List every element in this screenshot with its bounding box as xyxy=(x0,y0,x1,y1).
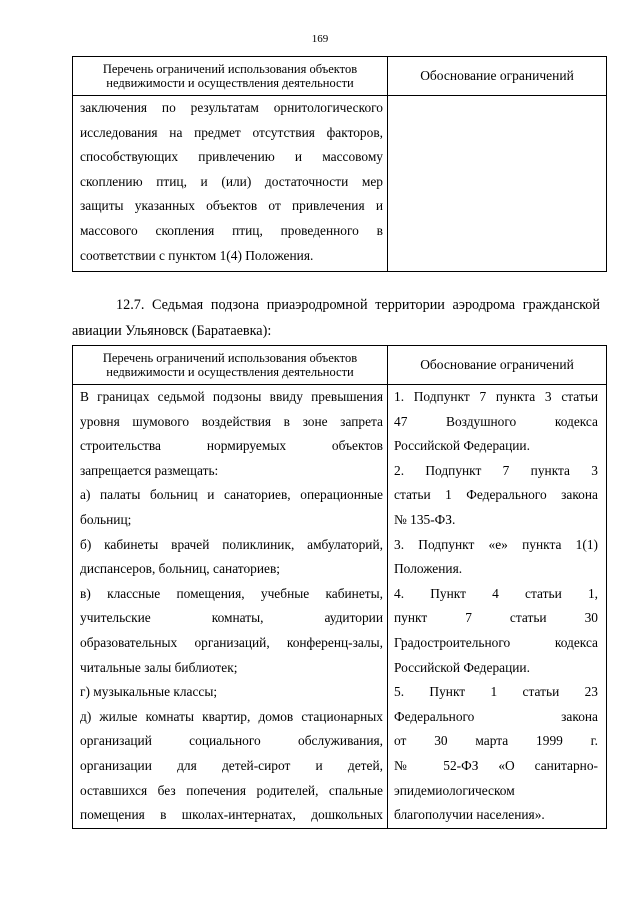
table2-left-line: учительские комнаты, аудитории xyxy=(80,610,383,626)
table2-left-line: в) классные помещения, учебные кабинеты, xyxy=(80,585,383,601)
table2-right-line: от 30 марта 1999 г. xyxy=(394,733,598,749)
table2-left-line: оставшихся без попечения родителей, спальные xyxy=(80,782,383,798)
section-heading-line1: 12.7. Седьмая подзона приаэродромной территории аэродрома гражданской xyxy=(116,297,600,313)
table2-header-left-line1: Перечень ограничений использования объектов xyxy=(102,351,358,365)
table1-restrictions-cell xyxy=(73,96,388,272)
table2-left-line: строительства нормируемых объектов xyxy=(80,438,383,454)
table1-left-line: массового скопления птиц, проведенного в xyxy=(80,222,383,238)
table1-header-justification: Обоснование ограничений xyxy=(388,57,607,96)
table2-right-line: эпидемиологическом xyxy=(394,782,515,798)
table2-left-line: д) жилые комнаты квартир, домов стационарных xyxy=(80,708,383,724)
table1-header-left-line2: недвижимости и осуществления деятельности xyxy=(106,76,354,90)
table1-left-line: заключения по результатам орнитологического xyxy=(80,100,383,115)
table2-right-line: Положения. xyxy=(394,561,463,577)
table2-restrictions-cell xyxy=(73,385,388,829)
restrictions-table-continued xyxy=(72,56,607,272)
table2-left-line: запрещается размещать: xyxy=(80,462,219,478)
table2-right-line: Градостроительного кодекса xyxy=(394,634,598,650)
table2-right-line: 4. Пункт 4 статьи 1, xyxy=(394,585,598,601)
table1-left-line: исследования на предмет отсутствия факторов, xyxy=(80,124,383,140)
table2-left-line: В границах седьмой подзоны ввиду превышения xyxy=(80,389,383,404)
table2-left-line: организации для детей-сирот и детей, xyxy=(80,757,383,773)
table2-right-line: 5. Пункт 1 статьи 23 xyxy=(394,684,598,700)
table2-left-line: б) кабинеты врачей поликлиник, амбулаторий, xyxy=(80,536,383,552)
table2-left-line: больниц; xyxy=(80,511,132,527)
table2-header-restrictions xyxy=(73,346,388,385)
table2-right-line: 1. Подпункт 7 пункта 3 статьи xyxy=(394,389,598,404)
table2-right-line: Российской Федерации. xyxy=(394,659,530,675)
table2-left-line: помещения в школах-интернатах, дошкольных xyxy=(80,807,383,823)
table1-left-line: способствующих привлечению и массовому xyxy=(80,149,383,165)
table2-left-line: а) палаты больниц и санаториев, операционные xyxy=(80,487,383,503)
table2-right-line: Российской Федерации. xyxy=(394,438,530,454)
table2-left-line: уровня шумового воздействия в зоне запрета xyxy=(80,413,383,429)
page-number: 169 xyxy=(311,33,329,45)
section-heading xyxy=(72,292,600,344)
table2-left-line: образовательных организаций, конференц-залы, xyxy=(80,634,383,650)
restrictions-table-zone7 xyxy=(72,345,607,829)
table2-left-line: г) музыкальные классы; xyxy=(80,684,218,700)
table1-header-restrictions xyxy=(73,57,388,96)
table2-header-justification: Обоснование ограничений xyxy=(388,346,607,385)
table2-left-line: диспансеров, больниц, санаториев; xyxy=(80,561,281,577)
table2-right-line: статьи 1 Федерального закона xyxy=(394,487,598,503)
table2-left-line: организаций социального обслуживания, xyxy=(80,733,383,749)
table1-left-line: соответствии с пунктом 1(4) Положения. xyxy=(80,247,314,263)
table2-header-left-line2: недвижимости и осуществления деятельности xyxy=(106,365,354,379)
section-heading-line2: авиации Ульяновск (Баратаевка): xyxy=(72,323,272,339)
table2-justification-cell xyxy=(388,385,607,829)
table2-right-line: 47 Воздушного кодекса xyxy=(394,413,598,429)
table2-left-line: читальные залы библиотек; xyxy=(80,659,238,675)
table2-right-line: 2. Подпункт 7 пункта 3 xyxy=(394,462,598,478)
table2-right-line: № 135-ФЗ. xyxy=(394,511,456,527)
table2-right-line: благополучии населения». xyxy=(394,807,545,823)
table1-justification-cell xyxy=(388,96,607,272)
table1-left-line: защиты указанных объектов от привлечения и xyxy=(80,198,383,214)
table2-right-line: № 52-ФЗ «О санитарно- xyxy=(394,757,598,773)
table2-right-line: Федерального закона xyxy=(394,708,598,724)
table2-right-line: 3. Подпункт «е» пункта 1(1) xyxy=(394,536,598,552)
table1-header-left-line1: Перечень ограничений использования объектов xyxy=(102,62,358,76)
table2-right-line: пункт 7 статьи 30 xyxy=(394,610,598,626)
table1-left-line: скоплению птиц, и (или) достаточности мер xyxy=(80,173,383,189)
